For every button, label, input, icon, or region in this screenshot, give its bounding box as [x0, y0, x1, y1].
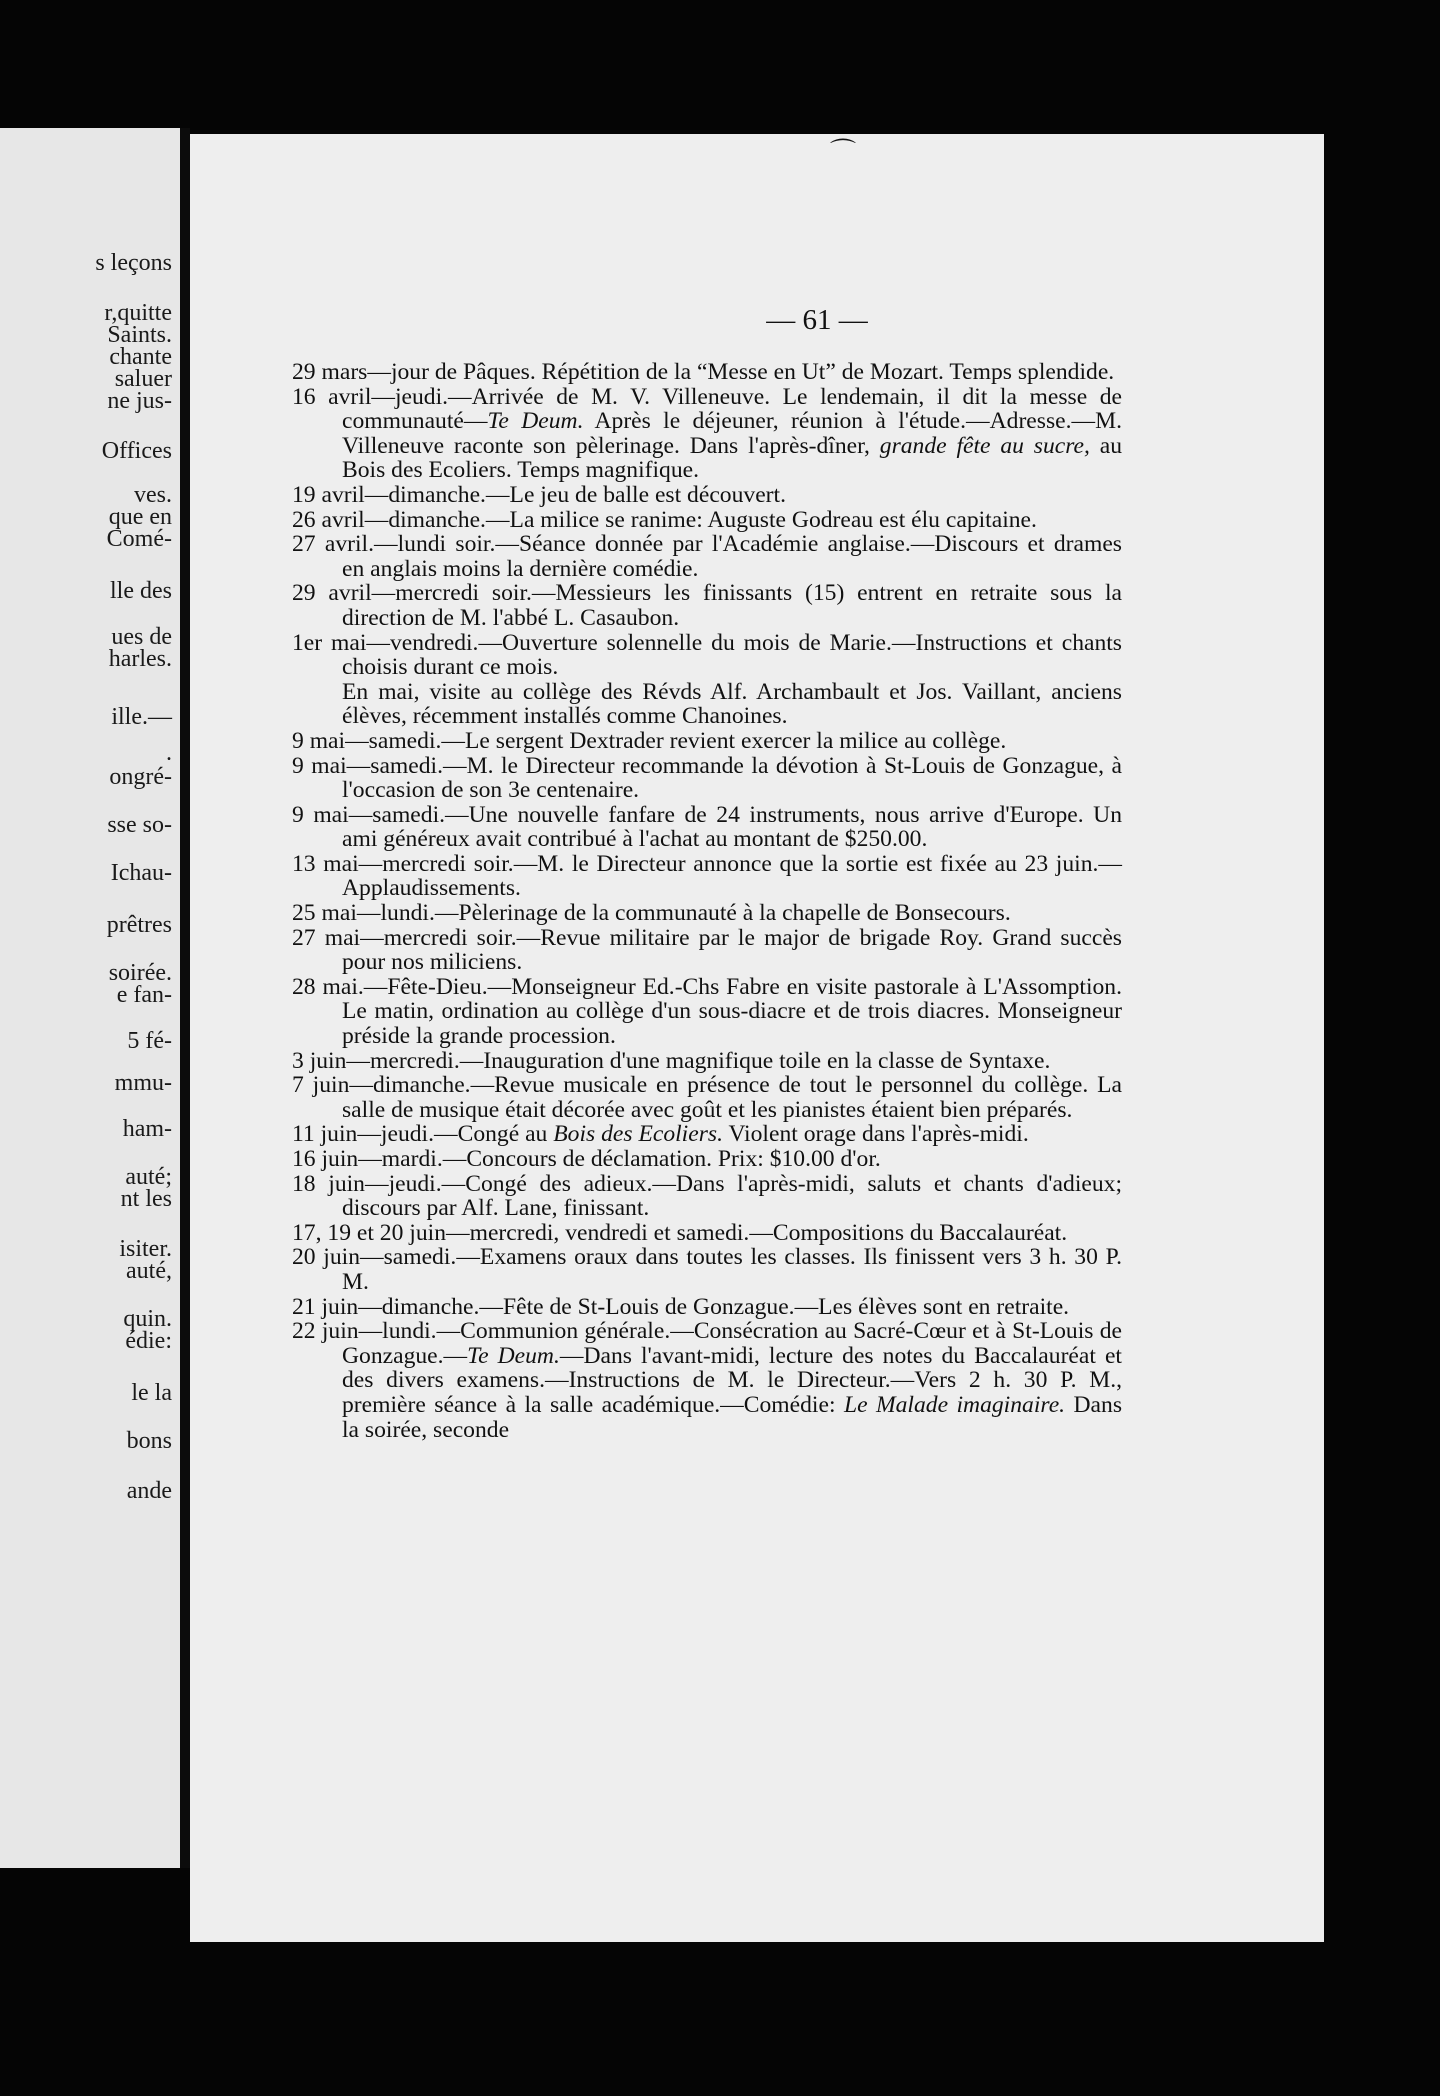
- pencil-mark: ⌒: [830, 138, 857, 167]
- chronicle-entry: [292, 1221, 1122, 1246]
- chronicle-entry: [292, 483, 1122, 508]
- page-gutter: [180, 128, 190, 1868]
- page-number: — 61 —: [766, 304, 868, 336]
- entry-text: 22 juin—lundi.—Communion générale.—Consécration au Sacré-Cœur et à St-Louis de Gonzague.—: [292, 1318, 1122, 1369]
- left-page-text-fragment: lle des: [110, 578, 172, 604]
- entry-italic-text: grande fête au sucre,: [879, 432, 1090, 459]
- chronicle-entry: [292, 385, 1122, 483]
- left-page-text-fragment: ues de: [111, 624, 172, 650]
- entry-text: Violent orage dans l'après-midi.: [722, 1121, 1029, 1148]
- left-page-text-fragment: auté;: [125, 1164, 172, 1190]
- entry-italic-text: Te Deum.: [467, 1342, 560, 1369]
- entry-text: 7 juin—dimanche.—Revue musicale en présence de tout le personnel du collège. La salle de musique était décorée avec goût et les pianistes étaient bien préparés.: [292, 1072, 1122, 1123]
- left-page-text-fragment: chante: [109, 344, 172, 370]
- entry-italic-text: Bois des Ecoliers.: [553, 1121, 723, 1148]
- page: [190, 134, 1324, 1942]
- chronicle-entry: [292, 901, 1122, 926]
- entry-text: 9 mai—samedi.—Le sergent Dextrader revient exercer la milice au collège.: [292, 727, 1007, 754]
- entry-text: 17, 19 et 20 juin—mercredi, vendredi et samedi.—Compositions du Baccalauréat.: [292, 1219, 1068, 1246]
- left-page-text-fragment: que en: [108, 504, 172, 530]
- entry-text: 18 juin—jeudi.—Congé des adieux.—Dans l'après-midi, saluts et chants d'adieux; discours par Alf. Lane, finissant.: [292, 1170, 1122, 1222]
- entry-text: 21 juin—dimanche.—Fête de St-Louis de Gonzague.—Les élèves sont en retraite.: [292, 1293, 1070, 1320]
- entry-text: —Dans l'avant-midi, lecture des notes du Baccalauréat et des divers examens.—Instructions de M. le Directeur.—Vers 2 h. 30 P. M., première séance à la salle académique.—Comédie:: [342, 1342, 1122, 1418]
- entry-text: 27 mai—mercredi soir.—Revue militaire par le major de brigade Roy. Grand succès pour nos miliciens.: [292, 924, 1122, 976]
- chronicle-entry: [292, 926, 1122, 975]
- entry-text: au Bois des Ecoliers. Temps magnifique.: [342, 432, 1122, 484]
- chronicle-entry: [292, 1147, 1122, 1172]
- left-page-text-fragment: e fan-: [116, 982, 172, 1008]
- chronicle-entry: [292, 581, 1122, 630]
- entry-text: 29 avril—mercredi soir.—Messieurs les finissants (15) entrent en retraite sous la direction de M. l'abbé L. Casaubon.: [292, 580, 1122, 631]
- left-page-text-fragment: mmu-: [114, 1070, 172, 1096]
- left-page-text-fragment: Offices: [101, 438, 172, 464]
- left-page-text-fragment: ille.—: [111, 704, 172, 730]
- left-page-text-fragment: auté,: [126, 1258, 172, 1284]
- chronicle-entry: [292, 532, 1122, 581]
- chronicle-entry: [292, 508, 1122, 533]
- left-page-text-fragment: ne jus-: [107, 388, 172, 414]
- chronicle-entry: [292, 1073, 1122, 1122]
- chronicle-entry: [292, 803, 1122, 852]
- entry-text: 25 mai—lundi.—Pèlerinage de la communauté à la chapelle de Bonsecours.: [292, 900, 1011, 927]
- left-page-text-fragment: r,quitte: [104, 300, 172, 326]
- left-page-text-fragment: s leçons: [95, 250, 172, 276]
- entry-text: 26 avril—dimanche.—La milice se ranime: Auguste Godreau est élu capitaine.: [292, 506, 1037, 533]
- left-page-text-fragment: ongré-: [109, 764, 172, 790]
- left-page-text-fragment: ves.: [134, 482, 172, 508]
- entry-italic-text: Te Deum.: [487, 408, 584, 435]
- left-page-text-fragment: Ichau-: [110, 860, 172, 886]
- entry-text: 11 juin—jeudi.—Congé au: [292, 1121, 554, 1148]
- previous-page-fragment: [0, 128, 180, 1868]
- chronicle-entry: [292, 1172, 1122, 1221]
- entry-text: Après le déjeuner, réunion à l'étude.—Adresse.—M. Villeneuve raconte son pèlerinage. Dans l'après-dîner,: [342, 408, 1122, 459]
- entry-text: 1er mai—vendredi.—Ouverture solennelle du mois de Marie.—Instructions et chants choisis durant ce mois.: [292, 629, 1122, 681]
- chronicle-entry: [292, 729, 1122, 754]
- entry-text: 3 juin—mercredi.—Inauguration d'une magnifique toile en la classe de Syntaxe.: [292, 1047, 1051, 1074]
- left-page-text-fragment: Saints.: [107, 322, 172, 348]
- left-page-text-fragment: saluer: [114, 366, 172, 392]
- left-page-text-fragment: bons: [126, 1428, 172, 1454]
- entry-text: 27 avril.—lundi soir.—Séance donnée par l'Académie anglaise.—Discours et drames en anglais moins la dernière comédie.: [292, 531, 1122, 582]
- left-page-text-fragment: 5 fé-: [127, 1028, 172, 1054]
- entry-text: 9 mai—samedi.—Une nouvelle fanfare de 24 instruments, nous arrive d'Europe. Un ami généreux avait contribué à l'achat au montant de $250.00.: [292, 801, 1122, 853]
- entry-text: En mai, visite au collège des Révds Alf. Archambault et Jos. Vaillant, anciens élèves, récemment installés comme Chanoines.: [342, 678, 1122, 730]
- chronicle-entry: [292, 754, 1122, 803]
- chronicle-entry: [292, 852, 1122, 901]
- entry-italic-text: Le Malade imaginaire.: [843, 1391, 1066, 1418]
- entry-text: 13 mai—mercredi soir.—M. le Directeur annonce que la sortie est fixée au 23 juin.—Applaudissements.: [292, 850, 1122, 902]
- left-page-text-fragment: quin.: [123, 1306, 172, 1332]
- entry-text: 29 mars—jour de Pâques. Répétition de la “Messe en Ut” de Mozart. Temps splendide.: [292, 359, 1115, 385]
- entry-text: 28 mai.—Fête-Dieu.—Monseigneur Ed.-Chs Fabre en visite pastorale à L'Assomption. Le matin, ordination au collège d'un sous-diacre et de trois diacres. Monseigneur préside la grande procession.: [292, 973, 1122, 1050]
- left-page-text-fragment: isiter.: [119, 1236, 172, 1262]
- chronicle-entry: [292, 1245, 1122, 1294]
- left-page-text-fragment: sse so-: [107, 812, 172, 838]
- chronicle-entries: [292, 360, 1122, 1442]
- entry-text: Dans la soirée, seconde: [342, 1391, 1123, 1443]
- entry-text: 16 juin—mardi.—Concours de déclamation. Prix: $10.00 d'or.: [292, 1146, 881, 1172]
- left-page-text-fragment: Comé-: [106, 526, 172, 552]
- chronicle-entry: [292, 680, 1122, 729]
- left-page-text-fragment: édie:: [125, 1328, 172, 1354]
- chronicle-entry: [292, 1049, 1122, 1074]
- chronicle-entry: [292, 1122, 1122, 1147]
- left-page-text-fragment: nt les: [120, 1186, 172, 1212]
- entry-text: 20 juin—samedi.—Examens oraux dans toutes les classes. Ils finissent vers 3 h. 30 P. M.: [292, 1244, 1122, 1295]
- entry-text: 19 avril—dimanche.—Le jeu de balle est découvert.: [292, 481, 786, 508]
- chronicle-entry: [292, 975, 1122, 1049]
- left-page-text-fragment: .: [166, 740, 172, 766]
- chronicle-entry: [292, 1295, 1122, 1320]
- chronicle-entry: [292, 631, 1122, 680]
- left-page-text-fragment: soirée.: [108, 960, 172, 986]
- left-page-text-fragment: harles.: [108, 646, 172, 672]
- left-page-text-fragment: prêtres: [106, 912, 172, 938]
- entry-text: 9 mai—samedi.—M. le Directeur recommande la dévotion à St-Louis de Gonzague, à l'occasion de son 3e centenaire.: [292, 752, 1122, 804]
- left-page-text-fragment: ande: [126, 1478, 172, 1504]
- entry-text: 16 avril—jeudi.—Arrivée de M. V. Villeneuve. Le lendemain, il dit la messe de communauté—: [292, 383, 1122, 435]
- left-page-text-fragment: ham-: [122, 1116, 172, 1142]
- left-page-text-fragment: le la: [131, 1380, 172, 1406]
- chronicle-entry: [292, 1319, 1122, 1442]
- chronicle-entry: [292, 360, 1122, 385]
